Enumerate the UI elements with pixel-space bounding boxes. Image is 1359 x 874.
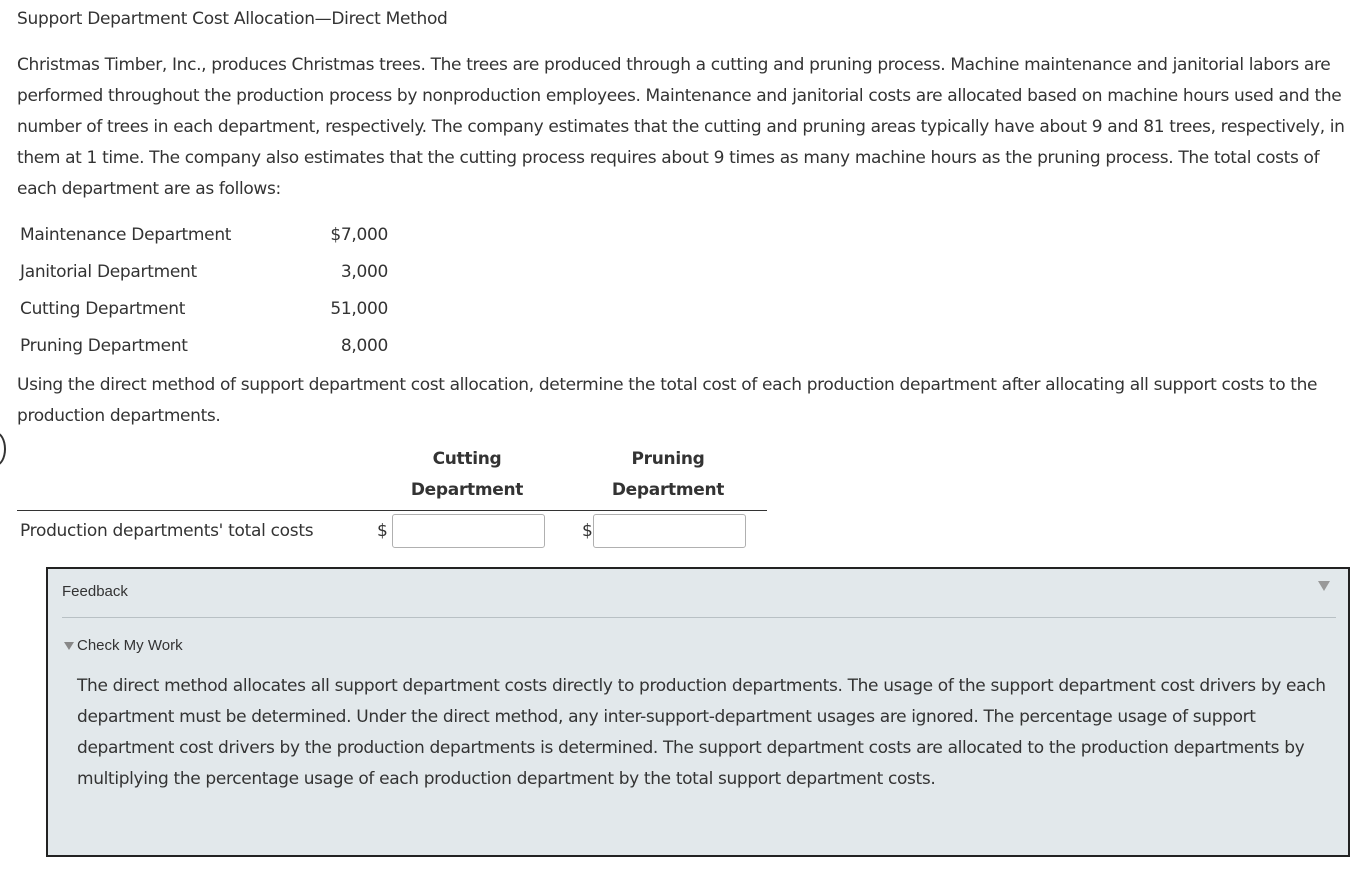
header-divider — [17, 510, 767, 511]
page-title: Support Department Cost Allocation—Direct Method — [17, 9, 448, 29]
pruning-total-input[interactable] — [593, 514, 746, 548]
cost-value: 51,000 — [330, 298, 388, 319]
feedback-title: Feedback — [62, 583, 128, 600]
column-header-line: Department — [611, 480, 725, 500]
feedback-panel — [46, 567, 1350, 857]
collapse-triangle-icon[interactable] — [1318, 581, 1330, 591]
cost-row-janitorial — [20, 253, 388, 290]
feedback-text: The direct method allocates all support department costs directly to production departments. The usage of the support department cost drivers by each department must be determined. Under the direct method, any inter-support-department usages are ignored. The percentage usage of support department cost drivers by the production departments is determined. The support department costs are allocated to the production departments by multiplying the percentage usage of each production department by the total support department costs. — [77, 676, 1326, 789]
column-header-line: Pruning — [631, 449, 705, 469]
cost-value: 3,000 — [340, 261, 388, 282]
currency-symbol: $ — [582, 521, 593, 541]
answer-row-label: Production departments' total costs — [20, 521, 314, 541]
cost-row-cutting — [20, 290, 388, 327]
column-header-cutting — [377, 444, 557, 506]
cost-row-maintenance — [20, 216, 388, 253]
check-my-work-toggle[interactable]: Check My Work — [77, 637, 183, 654]
cost-label: Cutting Department — [20, 298, 186, 319]
department-costs-table — [20, 216, 388, 364]
cost-value: 8,000 — [340, 335, 388, 356]
feedback-divider — [62, 617, 1336, 618]
problem-description: Christmas Timber, Inc., produces Christmas trees. The trees are produced through a cutting and pruning process. Machine maintenance and janitorial labors are performed throughout the production process by nonproduction employees. Maintenance and janitorial costs are allocated based on machine hours used and the number of trees in each department, respectively. The company estimates that the cutting and pruning areas typically have about 9 and 81 trees, respectively, in them at 1 time. The company also estimates that the cutting process requires about 9 times as many machine hours as the pruning process. The total costs of each department are as follows: — [17, 55, 1345, 199]
expand-triangle-icon[interactable] — [64, 642, 74, 650]
question-text: Using the direct method of support department cost allocation, determine the total cost of each production department after allocating all support costs to the production departments. — [17, 375, 1318, 426]
column-header-line: Cutting — [432, 449, 502, 469]
cost-label: Pruning Department — [20, 335, 188, 356]
left-edge-arc — [0, 432, 6, 466]
cutting-total-input[interactable] — [392, 514, 545, 548]
currency-symbol: $ — [377, 521, 388, 541]
cost-label: Janitorial Department — [20, 261, 197, 282]
cost-label: Maintenance Department — [20, 224, 232, 245]
column-header-line: Department — [410, 480, 524, 500]
cost-row-pruning — [20, 327, 388, 364]
column-header-pruning — [578, 444, 758, 506]
cost-value: $7,000 — [330, 224, 388, 245]
